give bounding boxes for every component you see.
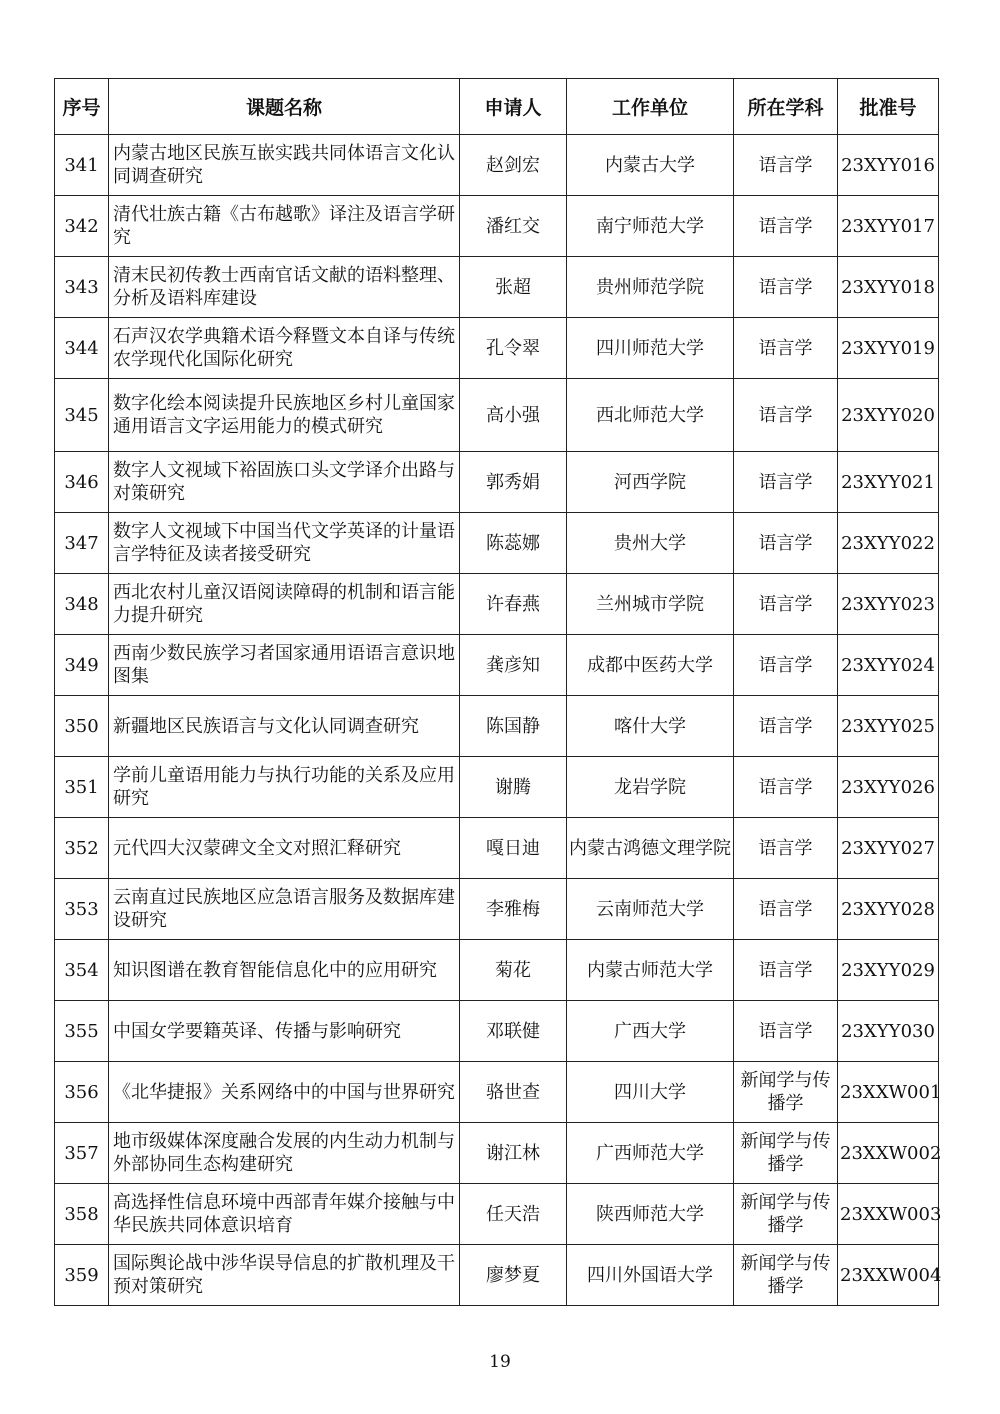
table-row <box>55 1123 939 1184</box>
cell-approval: 23XYY019 <box>838 318 939 379</box>
cell-subject: 语言学 <box>734 635 838 696</box>
cell-approval: 23XYY022 <box>838 513 939 574</box>
cell-applicant: 潘红交 <box>460 196 567 257</box>
cell-subject: 语言学 <box>734 574 838 635</box>
table-row <box>55 318 939 379</box>
cell-title: 数字人文视域下裕固族口头文学译介出路与对策研究 <box>109 452 460 513</box>
cell-unit: 广西大学 <box>567 1001 734 1062</box>
cell-subject: 新闻学与传播学 <box>734 1245 838 1306</box>
cell-unit: 喀什大学 <box>567 696 734 757</box>
cell-subject: 语言学 <box>734 135 838 196</box>
cell-applicant: 郭秀娟 <box>460 452 567 513</box>
cell-unit: 成都中医药大学 <box>567 635 734 696</box>
cell-title: 知识图谱在教育智能信息化中的应用研究 <box>109 940 460 1001</box>
table-row <box>55 379 939 452</box>
cell-applicant: 张超 <box>460 257 567 318</box>
cell-seq: 356 <box>55 1062 109 1123</box>
cell-approval: 23XYY018 <box>838 257 939 318</box>
cell-approval: 23XYY016 <box>838 135 939 196</box>
table-row <box>55 757 939 818</box>
cell-unit: 贵州大学 <box>567 513 734 574</box>
header-title: 课题名称 <box>109 79 460 135</box>
cell-applicant: 赵剑宏 <box>460 135 567 196</box>
table-row <box>55 940 939 1001</box>
cell-subject: 新闻学与传播学 <box>734 1062 838 1123</box>
cell-subject: 语言学 <box>734 879 838 940</box>
cell-title: 数字化绘本阅读提升民族地区乡村儿童国家通用语言文字运用能力的模式研究 <box>109 379 460 452</box>
cell-title: 国际舆论战中涉华误导信息的扩散机理及干预对策研究 <box>109 1245 460 1306</box>
table-row <box>55 452 939 513</box>
cell-title: 《北华捷报》关系网络中的中国与世界研究 <box>109 1062 460 1123</box>
table-row <box>55 696 939 757</box>
cell-seq: 344 <box>55 318 109 379</box>
cell-title: 地市级媒体深度融合发展的内生动力机制与外部协同生态构建研究 <box>109 1123 460 1184</box>
cell-approval: 23XXW001 <box>838 1062 939 1123</box>
table-row <box>55 135 939 196</box>
cell-unit: 内蒙古大学 <box>567 135 734 196</box>
table-row <box>55 1062 939 1123</box>
cell-seq: 354 <box>55 940 109 1001</box>
cell-subject: 语言学 <box>734 1001 838 1062</box>
cell-seq: 353 <box>55 879 109 940</box>
cell-applicant: 任天浩 <box>460 1184 567 1245</box>
cell-applicant: 骆世查 <box>460 1062 567 1123</box>
cell-seq: 357 <box>55 1123 109 1184</box>
cell-approval: 23XYY030 <box>838 1001 939 1062</box>
cell-approval: 23XXW004 <box>838 1245 939 1306</box>
cell-applicant: 邓联健 <box>460 1001 567 1062</box>
cell-applicant: 李雅梅 <box>460 879 567 940</box>
cell-title: 元代四大汉蒙碑文全文对照汇释研究 <box>109 818 460 879</box>
cell-subject: 语言学 <box>734 452 838 513</box>
header-seq: 序号 <box>55 79 109 135</box>
cell-subject: 语言学 <box>734 696 838 757</box>
cell-title: 云南直过民族地区应急语言服务及数据库建设研究 <box>109 879 460 940</box>
cell-approval: 23XYY024 <box>838 635 939 696</box>
cell-approval: 23XYY021 <box>838 452 939 513</box>
cell-seq: 355 <box>55 1001 109 1062</box>
cell-unit: 内蒙古师范大学 <box>567 940 734 1001</box>
table-row <box>55 879 939 940</box>
cell-seq: 359 <box>55 1245 109 1306</box>
cell-seq: 341 <box>55 135 109 196</box>
cell-seq: 352 <box>55 818 109 879</box>
cell-unit: 河西学院 <box>567 452 734 513</box>
cell-seq: 345 <box>55 379 109 452</box>
cell-unit: 四川师范大学 <box>567 318 734 379</box>
cell-unit: 广西师范大学 <box>567 1123 734 1184</box>
cell-title: 清代壮族古籍《古布越歌》译注及语言学研究 <box>109 196 460 257</box>
cell-applicant: 许春燕 <box>460 574 567 635</box>
cell-applicant: 龚彦知 <box>460 635 567 696</box>
cell-title: 石声汉农学典籍术语今释暨文本自译与传统农学现代化国际化研究 <box>109 318 460 379</box>
cell-approval: 23XYY025 <box>838 696 939 757</box>
cell-unit: 云南师范大学 <box>567 879 734 940</box>
cell-subject: 新闻学与传播学 <box>734 1184 838 1245</box>
cell-unit: 四川大学 <box>567 1062 734 1123</box>
cell-seq: 350 <box>55 696 109 757</box>
cell-title: 清末民初传教士西南官话文献的语料整理、分析及语料库建设 <box>109 257 460 318</box>
project-table <box>54 78 942 1306</box>
cell-unit: 内蒙古鸿德文理学院 <box>567 818 734 879</box>
cell-unit: 四川外国语大学 <box>567 1245 734 1306</box>
cell-applicant: 嘎日迪 <box>460 818 567 879</box>
cell-title: 学前儿童语用能力与执行功能的关系及应用研究 <box>109 757 460 818</box>
table-row <box>55 1001 939 1062</box>
header-approval: 批准号 <box>838 79 939 135</box>
page-number: 19 <box>489 1352 511 1372</box>
table-row <box>55 1245 939 1306</box>
header-row <box>55 79 939 135</box>
cell-unit: 贵州师范学院 <box>567 257 734 318</box>
cell-seq: 346 <box>55 452 109 513</box>
cell-approval: 23XYY028 <box>838 879 939 940</box>
cell-subject: 语言学 <box>734 757 838 818</box>
cell-approval: 23XYY023 <box>838 574 939 635</box>
cell-subject: 新闻学与传播学 <box>734 1123 838 1184</box>
cell-subject: 语言学 <box>734 196 838 257</box>
cell-approval: 23XYY017 <box>838 196 939 257</box>
cell-applicant: 谢江林 <box>460 1123 567 1184</box>
cell-title: 新疆地区民族语言与文化认同调查研究 <box>109 696 460 757</box>
cell-subject: 语言学 <box>734 513 838 574</box>
table-row <box>55 1184 939 1245</box>
cell-approval: 23XXW003 <box>838 1184 939 1245</box>
cell-unit: 龙岩学院 <box>567 757 734 818</box>
cell-title: 中国女学要籍英译、传播与影响研究 <box>109 1001 460 1062</box>
cell-title: 高选择性信息环境中西部青年媒介接触与中华民族共同体意识培育 <box>109 1184 460 1245</box>
cell-applicant: 谢腾 <box>460 757 567 818</box>
cell-subject: 语言学 <box>734 257 838 318</box>
cell-applicant: 陈国静 <box>460 696 567 757</box>
cell-approval: 23XYY029 <box>838 940 939 1001</box>
cell-subject: 语言学 <box>734 379 838 452</box>
cell-title: 数字人文视域下中国当代文学英译的计量语言学特征及读者接受研究 <box>109 513 460 574</box>
cell-seq: 349 <box>55 635 109 696</box>
cell-applicant: 陈蕊娜 <box>460 513 567 574</box>
cell-applicant: 孔令翠 <box>460 318 567 379</box>
cell-applicant: 廖梦夏 <box>460 1245 567 1306</box>
cell-title: 内蒙古地区民族互嵌实践共同体语言文化认同调查研究 <box>109 135 460 196</box>
cell-unit: 西北师范大学 <box>567 379 734 452</box>
table-row <box>55 513 939 574</box>
cell-applicant: 高小强 <box>460 379 567 452</box>
cell-unit: 南宁师范大学 <box>567 196 734 257</box>
cell-unit: 兰州城市学院 <box>567 574 734 635</box>
cell-seq: 347 <box>55 513 109 574</box>
table-row <box>55 818 939 879</box>
cell-seq: 343 <box>55 257 109 318</box>
cell-title: 西南少数民族学习者国家通用语语言意识地图集 <box>109 635 460 696</box>
cell-subject: 语言学 <box>734 318 838 379</box>
cell-seq: 342 <box>55 196 109 257</box>
header-subject: 所在学科 <box>734 79 838 135</box>
table-row <box>55 574 939 635</box>
table-row <box>55 257 939 318</box>
header-unit: 工作单位 <box>567 79 734 135</box>
header-applicant: 申请人 <box>460 79 567 135</box>
cell-subject: 语言学 <box>734 818 838 879</box>
cell-approval: 23XYY020 <box>838 379 939 452</box>
table-row <box>55 196 939 257</box>
cell-unit: 陕西师范大学 <box>567 1184 734 1245</box>
cell-approval: 23XYY026 <box>838 757 939 818</box>
cell-applicant: 菊花 <box>460 940 567 1001</box>
cell-subject: 语言学 <box>734 940 838 1001</box>
cell-title: 西北农村儿童汉语阅读障碍的机制和语言能力提升研究 <box>109 574 460 635</box>
cell-approval: 23XYY027 <box>838 818 939 879</box>
cell-approval: 23XXW002 <box>838 1123 939 1184</box>
cell-seq: 348 <box>55 574 109 635</box>
cell-seq: 351 <box>55 757 109 818</box>
cell-seq: 358 <box>55 1184 109 1245</box>
table-row <box>55 635 939 696</box>
